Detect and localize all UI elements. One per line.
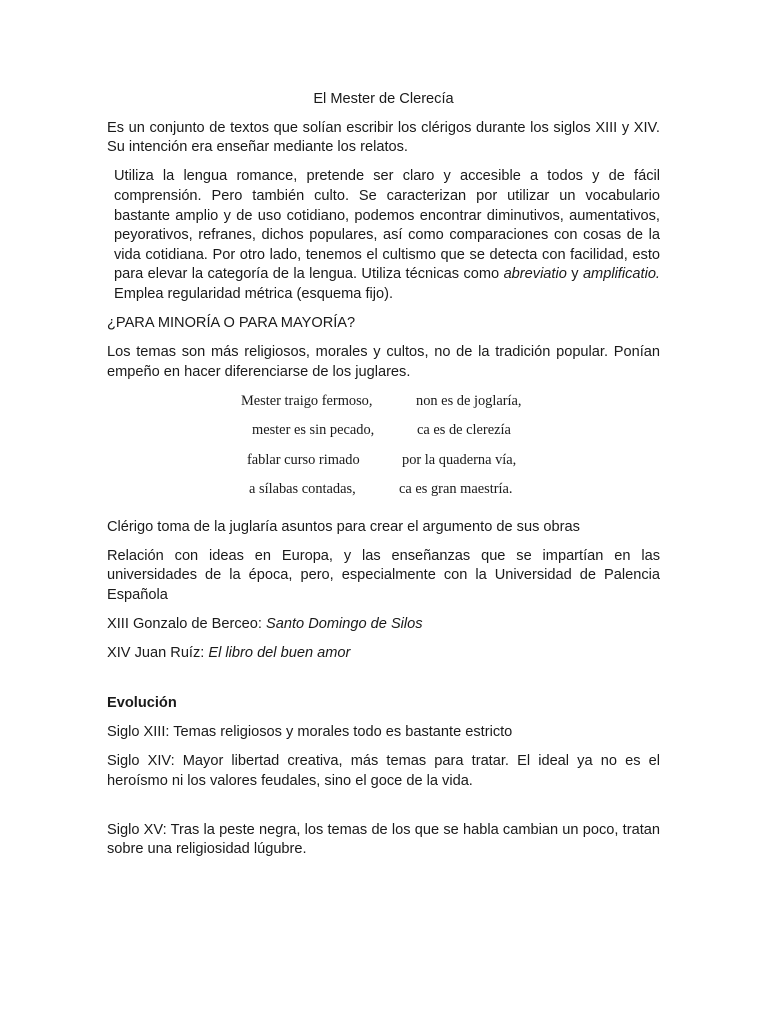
poem-line [107, 421, 660, 450]
author-line-berceo [107, 615, 660, 635]
europe-paragraph: Relación con ideas en Europa, y las enseñanzas que se impartían en las universidades de la época, pero, especialmente con la Universidad de Palencia Española [107, 547, 660, 604]
poem-line-second-half: ca es de clerezía [417, 422, 511, 439]
question-line: ¿PARA MINORÍA O PARA MAYORÍA? [107, 315, 356, 332]
term-amplificatio: amplificatio. [582, 266, 660, 283]
cleric-paragraph: Clérigo toma de la juglaría asuntos para crear el argumento de sus obras [107, 518, 580, 535]
author-prefix: XIII Gonzalo de Berceo: [107, 616, 266, 633]
document-page [107, 90, 660, 870]
poem-line [107, 480, 660, 509]
poem-line-second-half: por la quaderna vía, [402, 451, 517, 468]
language-paragraph-text: Utiliza la lengua romance, pretende ser claro y accesible a todos y de fácil comprensión. Pero también culto. Se caracterizan por utilizar un vocabulario bastante amplio y de uso cotidiano, podemos encontrar diminutivos, aumentativos, peyorativos, refranes, dichos populares, así como comparaciones con cosas de la vida cotidiana. Por otro lado, tenemos el cultismo que se detecta con facilidad, esto para elevar la categoría de la lengua. Utiliza técnicas como [114, 168, 660, 283]
conjunction: y [566, 266, 583, 283]
century-xiii-paragraph: Siglo XIII: Temas religiosos y morales todo es bastante estricto [107, 723, 513, 740]
term-abreviatio: abreviatio [503, 266, 567, 283]
work-title: El libro del buen amor [208, 645, 351, 662]
poem-line-second-half: non es de joglaría, [416, 393, 522, 410]
poem-stanza [107, 392, 660, 510]
author-prefix: XIV Juan Ruíz: [107, 645, 209, 662]
author-line-ruiz [107, 644, 660, 664]
section-heading-evolucion: Evolución [107, 694, 177, 711]
century-xv-paragraph: Siglo XV: Tras la peste negra, los temas de los que se habla cambian un poco, tratan sobre una religiosidad lúgubre. [107, 821, 660, 858]
poem-line [107, 451, 660, 480]
work-title: Santo Domingo de Silos [266, 616, 423, 633]
century-xiv-paragraph: Siglo XIV: Mayor libertad creativa, más temas para tratar. El ideal ya no es el heroísmo ni los valores feudales, sino el goce de la vida. [107, 752, 660, 789]
poem-line-first-half: a sílabas contadas, [249, 481, 356, 498]
spacer [107, 674, 660, 694]
intro-paragraph: Es un conjunto de textos que solían escribir los clérigos durante los siglos XIII y XIV. Su intención era enseñar mediante los relatos. [107, 119, 660, 156]
poem-line-second-half: ca es gran maestría. [399, 481, 513, 498]
poem-line [107, 392, 660, 421]
document-title: El Mester de Clerecía [313, 91, 454, 107]
poem-line-first-half: Mester traigo fermoso, [241, 393, 373, 410]
poem-line-first-half: mester es sin pecado, [252, 422, 375, 439]
language-paragraph [107, 167, 660, 304]
themes-paragraph: Los temas son más religiosos, morales y cultos, no de la tradición popular. Ponían empeño en hacer diferenciarse de los juglares. [107, 344, 660, 380]
language-paragraph-tail: Emplea regularidad métrica (esquema fijo). [114, 285, 394, 302]
poem-line-first-half: fablar curso rimado [247, 451, 360, 468]
spacer [107, 801, 660, 821]
